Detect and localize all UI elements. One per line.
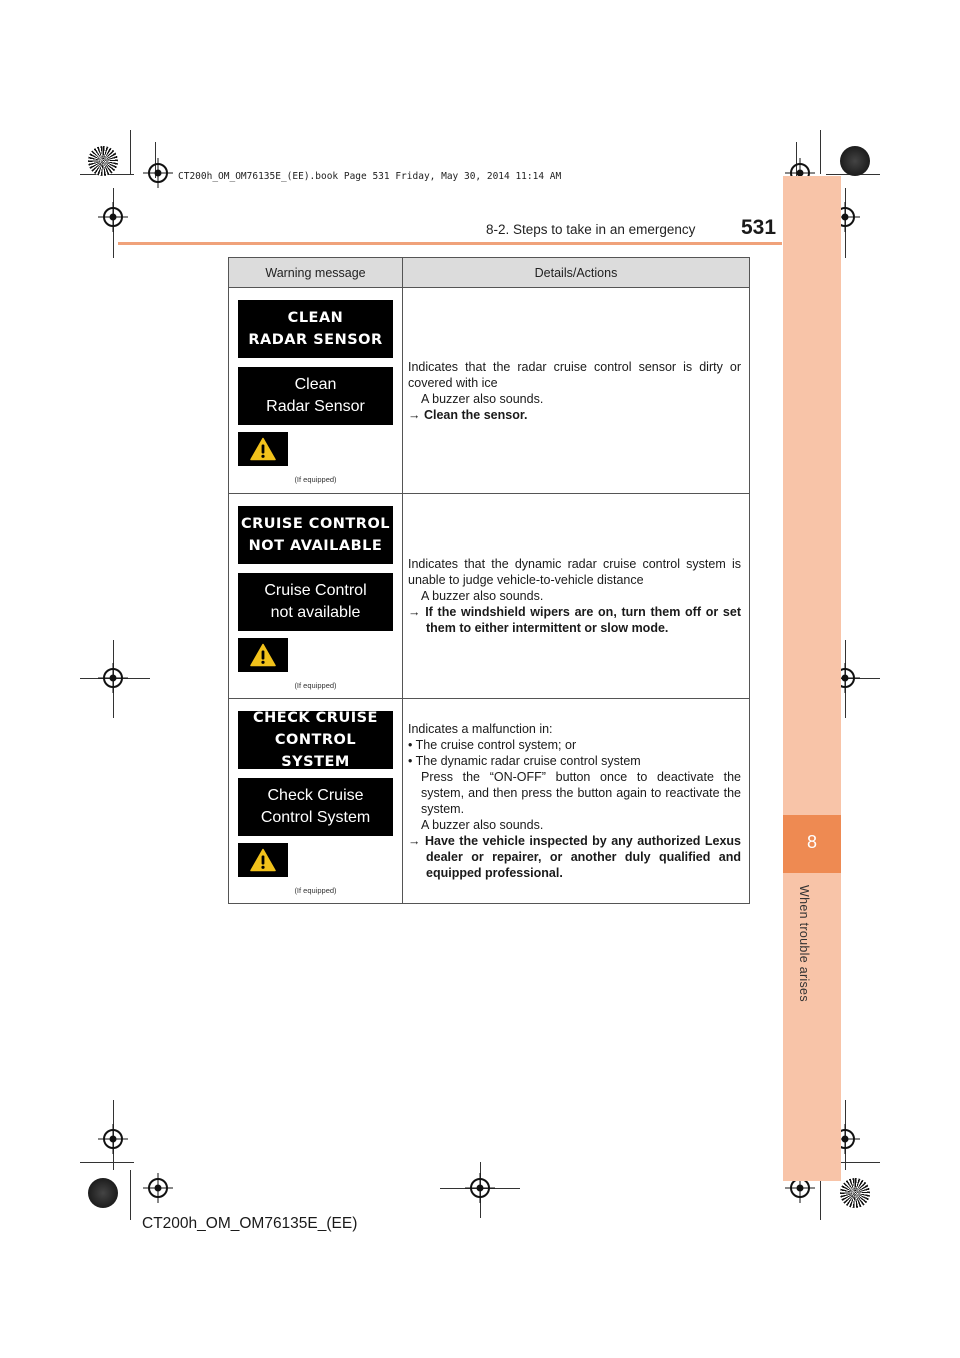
gray-patch-icon bbox=[840, 146, 870, 176]
action-text: → If the windshield wipers are on, turn them off or set them to either intermittent or slow mode. bbox=[408, 605, 741, 635]
registration-mark-icon bbox=[98, 1124, 128, 1154]
if-equipped-note: (If equipped) bbox=[294, 681, 337, 690]
display-message-bottom: Cruise Control not available bbox=[238, 573, 393, 631]
action-text: → Clean the sensor. bbox=[408, 407, 528, 422]
detail-text: A buzzer also sounds. bbox=[421, 391, 544, 406]
display-message-bottom: Clean Radar Sensor bbox=[238, 367, 393, 425]
book-stamp: CT200h_OM_OM76135E_(EE).book Page 531 Friday, May 30, 2014 11:14 AM bbox=[178, 171, 562, 182]
warning-message-cell bbox=[229, 699, 403, 904]
display-message-top: CRUISE CONTROL NOT AVAILABLE bbox=[238, 506, 393, 564]
header-rule bbox=[118, 242, 782, 245]
warning-message-cell bbox=[229, 494, 403, 699]
warning-triangle-icon bbox=[238, 432, 288, 466]
action-text: → Have the vehicle inspected by any authorized Lexus dealer or repairer, or another duly qualified and equipped professional. bbox=[408, 834, 741, 880]
section-title: 8-2. Steps to take in an emergency bbox=[486, 222, 696, 237]
chapter-tab bbox=[783, 815, 841, 873]
arrow-icon: → bbox=[408, 834, 421, 848]
details-cell bbox=[403, 288, 750, 494]
registration-mark-icon bbox=[98, 663, 128, 693]
bullet-icon: • bbox=[408, 738, 413, 752]
warning-message-table bbox=[228, 257, 750, 904]
column-header-details-actions: Details/Actions bbox=[403, 258, 750, 288]
detail-text: A buzzer also sounds. bbox=[421, 589, 544, 603]
warning-triangle-icon bbox=[238, 843, 288, 877]
gray-patch-icon bbox=[88, 1178, 118, 1208]
display-message-bottom: Check Cruise Control System bbox=[238, 778, 393, 836]
registration-mark-icon bbox=[98, 202, 128, 232]
detail-text: Indicates that the radar cruise control sensor is dirty or covered with ice bbox=[408, 359, 741, 390]
details-cell bbox=[403, 699, 750, 904]
table-row bbox=[229, 288, 750, 494]
details-cell bbox=[403, 494, 750, 699]
detail-text: Press the “ON-OFF” button once to deactivate the system, and then press the button again to reactivate the system. bbox=[421, 770, 741, 816]
bullet-icon: • bbox=[408, 754, 413, 768]
warning-message-cell bbox=[229, 288, 403, 494]
chapter-number: 8 bbox=[806, 832, 817, 852]
page-number: 531 bbox=[741, 216, 777, 239]
table-row bbox=[229, 494, 750, 699]
detail-text: Indicates a malfunction in: bbox=[408, 722, 553, 736]
detail-text: Indicates that the dynamic radar cruise control system is unable to judge vehicle-to-vehicle distance bbox=[408, 557, 741, 587]
registration-mark-icon bbox=[143, 158, 173, 188]
bullet-item: • The dynamic radar cruise control system bbox=[408, 754, 641, 768]
display-message-top: CHECK CRUISE CONTROL SYSTEM bbox=[238, 711, 393, 769]
if-equipped-note: (If equipped) bbox=[294, 886, 337, 895]
registration-mark-icon bbox=[143, 1173, 173, 1203]
star-target-icon bbox=[840, 1178, 870, 1208]
display-message-top: CLEAN RADAR SENSOR bbox=[238, 300, 393, 358]
detail-text: A buzzer also sounds. bbox=[421, 818, 544, 832]
if-equipped-note: (If equipped) bbox=[294, 475, 337, 484]
table-row bbox=[229, 699, 750, 904]
warning-triangle-icon bbox=[238, 638, 288, 672]
side-tab-strip bbox=[783, 176, 841, 1181]
chapter-title: When trouble arises bbox=[797, 885, 811, 1002]
star-target-icon bbox=[88, 146, 118, 176]
arrow-icon: → bbox=[408, 407, 421, 422]
bullet-item: • The cruise control system; or bbox=[408, 738, 577, 752]
arrow-icon: → bbox=[408, 605, 421, 619]
footer-document-code: CT200h_OM_OM76135E_(EE) bbox=[142, 1215, 358, 1232]
column-header-warning-message: Warning message bbox=[229, 258, 403, 288]
table-header-row bbox=[229, 258, 750, 288]
registration-mark-icon bbox=[465, 1173, 495, 1203]
